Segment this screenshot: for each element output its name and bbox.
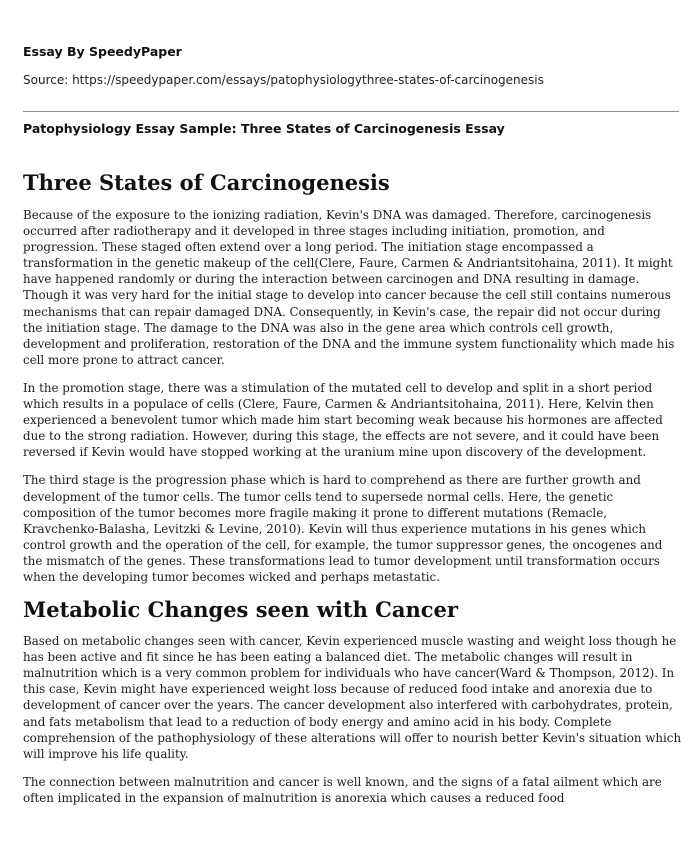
divider [23,111,679,112]
brand-title: Essay By SpeedyPaper [23,44,182,59]
paragraph: The connection between malnutrition and cancer is well known, and the signs of a fatal ailment which are often implicated in the expansion of malnutrition is anorexia which causes a reduced food [23,774,662,805]
section-heading: Metabolic Changes seen with Cancer [23,597,458,623]
paragraph: In the promotion stage, there was a stimulation of the mutated cell to develop and split in a short period which results in a populace of cells (Clere, Faure, Carmen & Andriantsitohaina, 2011). Here, Kelvin then experienced a benevolent tumor which made him start becoming weak because his hormones are affected due to the strong radiation. However, during this stage, the effects are not severe, and it could have been reversed if Kevin would have stopped working at the uranium mine upon discovery of the development. [23,380,663,460]
paragraph: Because of the exposure to the ionizing radiation, Kevin's DNA was damaged. Therefore, carcinogenesis occurred after radiotherapy and it developed in three stages including initiation, promotion, and progression. These staged often extend over a long period. The initiation stage encompassed a transformation in the genetic makeup of the cell(Clere, Faure, Carmen & Andriantsitohaina, 2011). It might have happened randomly or during the interaction between carcinogen and DNA resulting in damage. Though it was very hard for the initial stage to develop into cancer because the cell still contains numerous mechanisms that can repair damaged DNA. Consequently, in Kevin's case, the repair did not occur during the initiation stage. The damage to the DNA was also in the gene area which controls cell growth, development and proliferation, restoration of the DNA and the immune system functionality which made his cell more prone to attract cancer. [23,208,675,367]
paragraph: Based on metabolic changes seen with cancer, Kevin experienced muscle wasting and weight loss though he has been active and fit since he has been eating a balanced diet. The metabolic changes will result in malnutrition which is a very common problem for individuals who have cancer(Ward & Thompson, 2012). In this case, Kevin might have experienced weight loss because of reduced food intake and anorexia due to development of cancer over the years. The cancer development also interfered with carbohydrates, protein, and fats metabolism that lead to a reduction of body energy and amino acid in his body. Complete comprehension of the pathophysiology of these alterations will offer to nourish better Kevin's situation which will improve his life quality. [23,634,682,761]
paragraph: The third stage is the progression phase which is hard to comprehend as there are further growth and development of the tumor cells. The tumor cells tend to supersede normal cells. Here, the genetic composition of the tumor becomes more fragile making it prone to different mutations (Remacle, Kravchenko-Balasha, Levitzki & Levine, 2010). Kevin will thus experience mutations in his genes which control growth and the operation of the cell, for example, the tumor suppressor genes, the oncogenes and the mismatch of the genes. These transformations lead to tumor development until transformation occurs when the developing tumor becomes wicked and perhaps metastatic. [23,473,663,584]
source-url: Source: https://speedypaper.com/essays/patophysiologythree-states-of-carcinogenesis [23,73,544,87]
essay-subtitle: Patophysiology Essay Sample: Three States of Carcinogenesis Essay [23,121,505,136]
section-heading: Three States of Carcinogenesis [23,170,390,195]
essay-body [23,170,683,818]
